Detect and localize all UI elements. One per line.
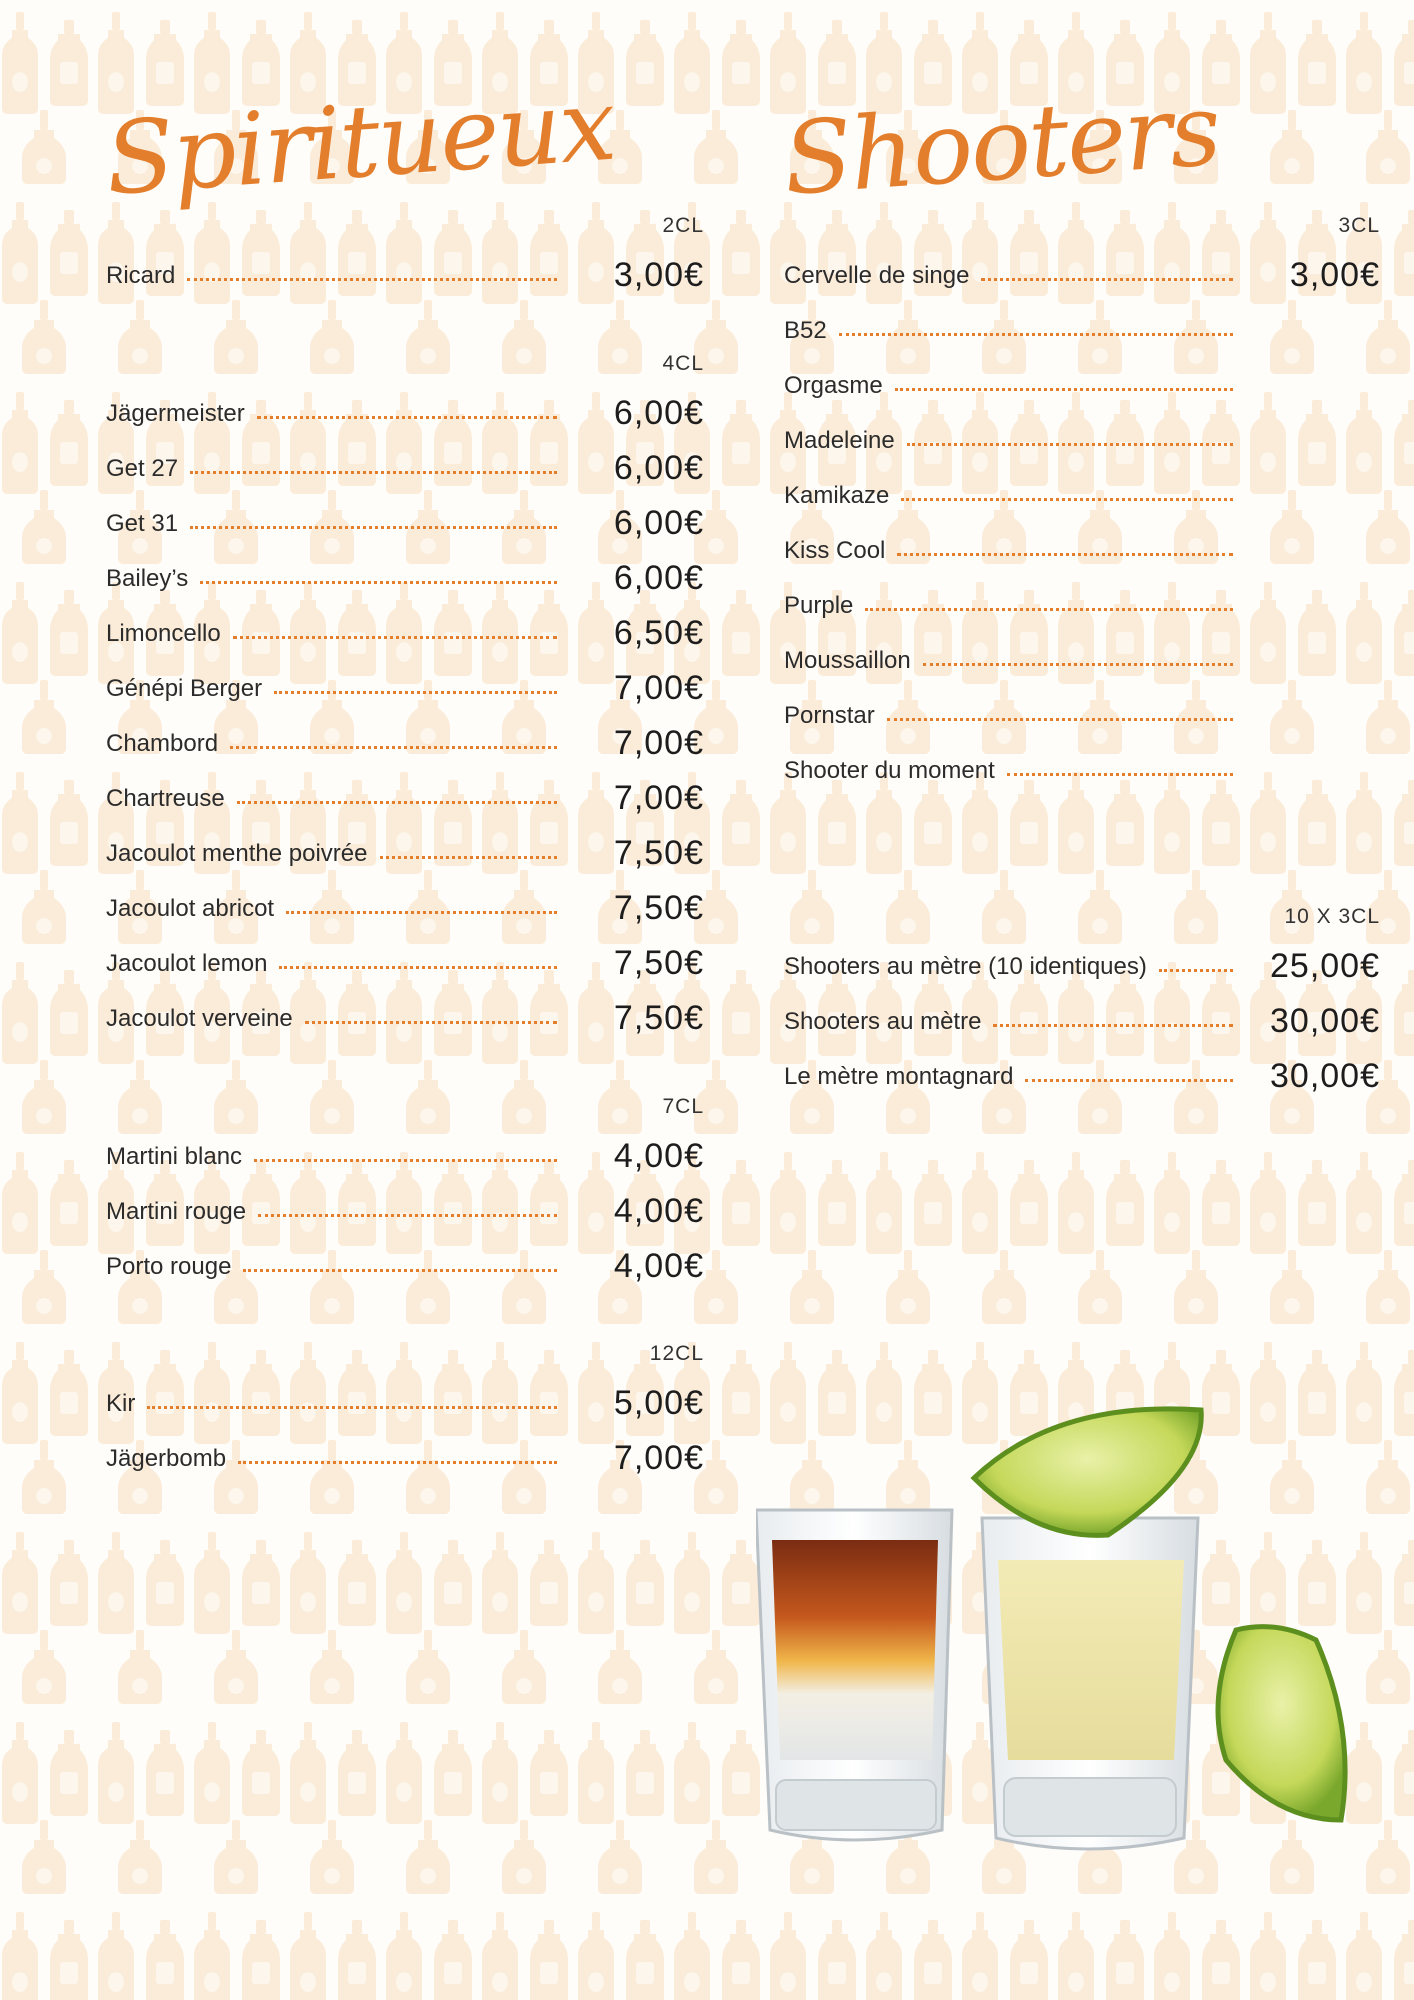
item-price: 6,50€ — [613, 614, 704, 652]
item-name: Kir — [106, 1389, 136, 1417]
section-4cl — [106, 350, 704, 1046]
item-name: Get 31 — [106, 509, 179, 537]
menu-item — [106, 1239, 704, 1294]
menu-item — [784, 994, 1380, 1049]
unit-label: 4CL — [662, 352, 704, 375]
dot-leader — [907, 439, 1233, 446]
menu-item — [784, 248, 1380, 303]
dot-leader — [380, 852, 558, 859]
item-name: Madeleine — [784, 426, 895, 454]
item-price: 30,00€ — [1270, 1057, 1380, 1095]
menu-item — [106, 248, 704, 303]
menu-item — [784, 743, 1380, 798]
menu-item — [106, 1129, 704, 1184]
dot-leader — [897, 549, 1233, 556]
dot-leader — [981, 274, 1233, 281]
dot-leader — [923, 659, 1233, 666]
menu-item — [784, 358, 1380, 413]
dot-leader — [274, 687, 557, 694]
menu-item — [106, 991, 704, 1046]
item-price: 6,00€ — [613, 504, 704, 542]
item-price: 3,00€ — [1289, 256, 1380, 294]
section-3cl — [784, 212, 1380, 798]
item-name: Porto rouge — [106, 1252, 232, 1280]
menu-item — [784, 633, 1380, 688]
item-name: Jacoulot abricot — [106, 894, 275, 922]
dot-leader — [1025, 1075, 1233, 1082]
item-price: 6,00€ — [613, 394, 704, 432]
menu-item — [784, 1049, 1380, 1104]
menu-item — [106, 716, 704, 771]
item-name: Martini rouge — [106, 1197, 247, 1225]
dot-leader — [993, 1020, 1233, 1027]
dot-leader — [279, 962, 557, 969]
item-price: 5,00€ — [613, 1384, 704, 1422]
item-price: 25,00€ — [1270, 947, 1380, 985]
dot-leader — [839, 329, 1233, 336]
item-name: Jägermeister — [106, 399, 245, 427]
menu-item — [106, 881, 704, 936]
item-name: Get 27 — [106, 454, 179, 482]
dot-leader — [190, 467, 557, 474]
item-price: 4,00€ — [613, 1247, 704, 1285]
item-price: 4,00€ — [613, 1192, 704, 1230]
menu-item — [784, 303, 1380, 358]
item-price: 7,00€ — [613, 1439, 704, 1477]
item-price: 7,00€ — [613, 669, 704, 707]
item-name: Martini blanc — [106, 1142, 243, 1170]
item-name: Chartreuse — [106, 784, 225, 812]
item-price: 3,00€ — [613, 256, 704, 294]
item-price: 6,00€ — [613, 559, 704, 597]
dot-leader — [147, 1402, 557, 1409]
item-price: 7,50€ — [613, 889, 704, 927]
dot-leader — [286, 907, 557, 914]
menu-item — [784, 468, 1380, 523]
menu-item — [106, 496, 704, 551]
menu-item — [106, 606, 704, 661]
item-name: Orgasme — [784, 371, 883, 399]
spirits-heading: Spiritueux — [101, 65, 618, 218]
dot-leader — [230, 742, 557, 749]
item-name: Shooters au mètre — [784, 1007, 982, 1035]
unit-label: 12CL — [649, 1342, 704, 1365]
section-12cl — [106, 1340, 704, 1486]
menu-item — [106, 826, 704, 881]
item-name: Jägerbomb — [106, 1444, 227, 1472]
menu-item — [106, 661, 704, 716]
menu-item — [106, 1184, 704, 1239]
menu-item — [106, 1376, 704, 1431]
item-name: Jacoulot menthe poivrée — [106, 839, 368, 867]
item-name: B52 — [784, 316, 827, 344]
unit-label: 3CL — [1338, 214, 1380, 237]
unit-label: 10 X 3CL — [1284, 905, 1380, 928]
item-name: Jacoulot lemon — [106, 949, 268, 977]
dot-leader — [887, 714, 1233, 721]
menu-item — [106, 1431, 704, 1486]
dot-leader — [895, 384, 1233, 391]
dot-leader — [1159, 965, 1233, 972]
item-name: Le mètre montagnard — [784, 1062, 1014, 1090]
menu-item — [784, 688, 1380, 743]
item-name: Limoncello — [106, 619, 221, 647]
menu-item — [106, 771, 704, 826]
menu-item — [784, 523, 1380, 578]
item-name: Jacoulot verveine — [106, 1004, 293, 1032]
section-10x3cl — [784, 903, 1380, 1104]
dot-leader — [1007, 769, 1233, 776]
item-name: Cervelle de singe — [784, 261, 970, 289]
dot-leader — [865, 604, 1233, 611]
menu-item — [106, 441, 704, 496]
menu-item — [784, 578, 1380, 633]
item-name: Moussaillon — [784, 646, 911, 674]
item-name: Shooters au mètre (10 identiques) — [784, 952, 1147, 980]
dot-leader — [243, 1265, 557, 1272]
menu-item — [106, 936, 704, 991]
dot-leader — [254, 1155, 557, 1162]
dot-leader — [257, 412, 557, 419]
section-7cl — [106, 1093, 704, 1294]
item-price: 7,00€ — [613, 724, 704, 762]
menu-item — [106, 551, 704, 606]
shot-glasses-with-lime-image — [756, 1400, 1386, 1880]
dot-leader — [187, 274, 557, 281]
item-name: Purple — [784, 591, 854, 619]
item-price: 30,00€ — [1270, 1002, 1380, 1040]
item-price: 7,50€ — [613, 834, 704, 872]
dot-leader — [258, 1210, 557, 1217]
dot-leader — [237, 797, 557, 804]
item-name: Shooter du moment — [784, 756, 995, 784]
unit-label: 7CL — [662, 1095, 704, 1118]
dot-leader — [233, 632, 557, 639]
dot-leader — [190, 522, 557, 529]
item-name: Ricard — [106, 261, 176, 289]
dot-leader — [200, 577, 557, 584]
item-price: 7,50€ — [613, 999, 704, 1037]
item-price: 4,00€ — [613, 1137, 704, 1175]
item-name: Pornstar — [784, 701, 875, 729]
dot-leader — [901, 494, 1233, 501]
item-name: Chambord — [106, 729, 219, 757]
item-price: 7,50€ — [613, 944, 704, 982]
item-name: Bailey’s — [106, 564, 189, 592]
unit-label: 2CL — [662, 214, 704, 237]
item-price: 6,00€ — [613, 449, 704, 487]
item-name: Génépi Berger — [106, 674, 263, 702]
item-name: Kiss Cool — [784, 536, 886, 564]
dot-leader — [238, 1457, 557, 1464]
section-2cl — [106, 212, 704, 303]
item-price: 7,00€ — [613, 779, 704, 817]
menu-item — [106, 386, 704, 441]
menu-item — [784, 939, 1380, 994]
item-name: Kamikaze — [784, 481, 890, 509]
shooters-heading: Shooters — [779, 70, 1223, 218]
dot-leader — [305, 1017, 557, 1024]
menu-item — [784, 413, 1380, 468]
